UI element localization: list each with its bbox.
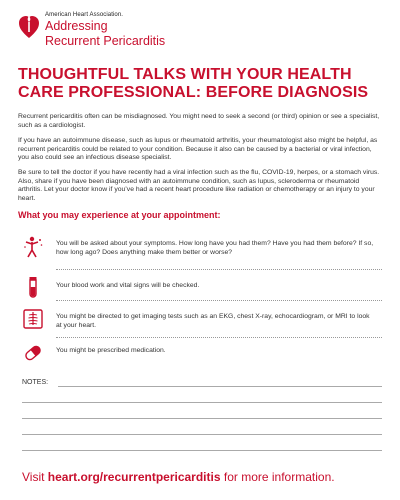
divider — [56, 300, 382, 301]
notes-line[interactable] — [22, 450, 382, 451]
appointment-item-text: You might be prescribed medication. — [56, 347, 166, 354]
appointment-item-bloodwork — [18, 276, 382, 300]
section-heading: What you may experience at your appointment: — [18, 210, 221, 220]
intro-paragraph-2: If you have an autoimmune disease, such as lupus or rheumatoid arthritis, your rheumatologist also might be helpful, as recurrent pericarditis could be related to your condition. Because it also can be caused by a bacterial or viral infection, you also could see an infectious disease specialist. — [18, 137, 378, 162]
org-name: American Heart Association. — [45, 12, 124, 18]
appointment-item-text: You might be directed to get imaging tests such as an EKG, chest X-ray, echocardiogram, or MRI to look at your heart. — [56, 313, 370, 329]
intro-paragraph-1: Recurrent pericarditis often can be misdiagnosed. You might need to seek a second (or third) opinion or see a specialist, such as a cardiologist. — [18, 113, 380, 129]
appointment-item-medication — [18, 343, 382, 363]
footer — [22, 470, 335, 484]
notes-line[interactable] — [22, 402, 382, 403]
appointment-item-text: You will be asked about your symptoms. How long have you had them? Have you had them before? If so, how long ago? Does anything make them better or worse? — [56, 240, 374, 256]
program-name-line2: Recurrent Pericarditis — [45, 34, 166, 48]
footer-suffix: for more information. — [220, 470, 335, 484]
appointment-item-imaging — [18, 307, 382, 335]
footer-link[interactable]: heart.org/recurrentpericarditis — [47, 470, 221, 484]
notes-line[interactable] — [22, 434, 382, 435]
intro-paragraph-3: Be sure to tell the doctor if you have recently had a viral infection such as the flu, COVID-19, herpes, or a stomach virus. Also, share if you have been diagnosed with an autoimmune condition, such as lupus, scleroderma or rheumatoid arthritis. Let your doctor know if you’ve had a recent heart procedure like radiation or chemotherapy or an injury to your heart. — [18, 169, 380, 202]
divider — [56, 269, 382, 270]
notes-label: NOTES: — [22, 379, 49, 386]
appointment-item-symptoms — [18, 236, 382, 270]
program-name-line1: Addressing — [45, 19, 108, 33]
medication-pill-icon — [22, 342, 44, 364]
person-with-symptoms-icon — [22, 236, 44, 258]
appointment-item-text: Your blood work and vital signs will be checked. — [56, 282, 200, 289]
page-title: THOUGHTFUL TALKS WITH YOUR HEALTH CARE PROFESSIONAL: BEFORE DIAGNOSIS — [18, 66, 369, 101]
blood-vial-icon — [22, 276, 44, 298]
heart-torch-logo-icon — [18, 12, 40, 40]
header — [18, 12, 165, 48]
footer-prefix: Visit — [22, 470, 48, 484]
notes-line[interactable] — [58, 386, 382, 387]
divider — [56, 337, 382, 338]
notes-line[interactable] — [22, 418, 382, 419]
chest-xray-icon — [22, 308, 44, 330]
